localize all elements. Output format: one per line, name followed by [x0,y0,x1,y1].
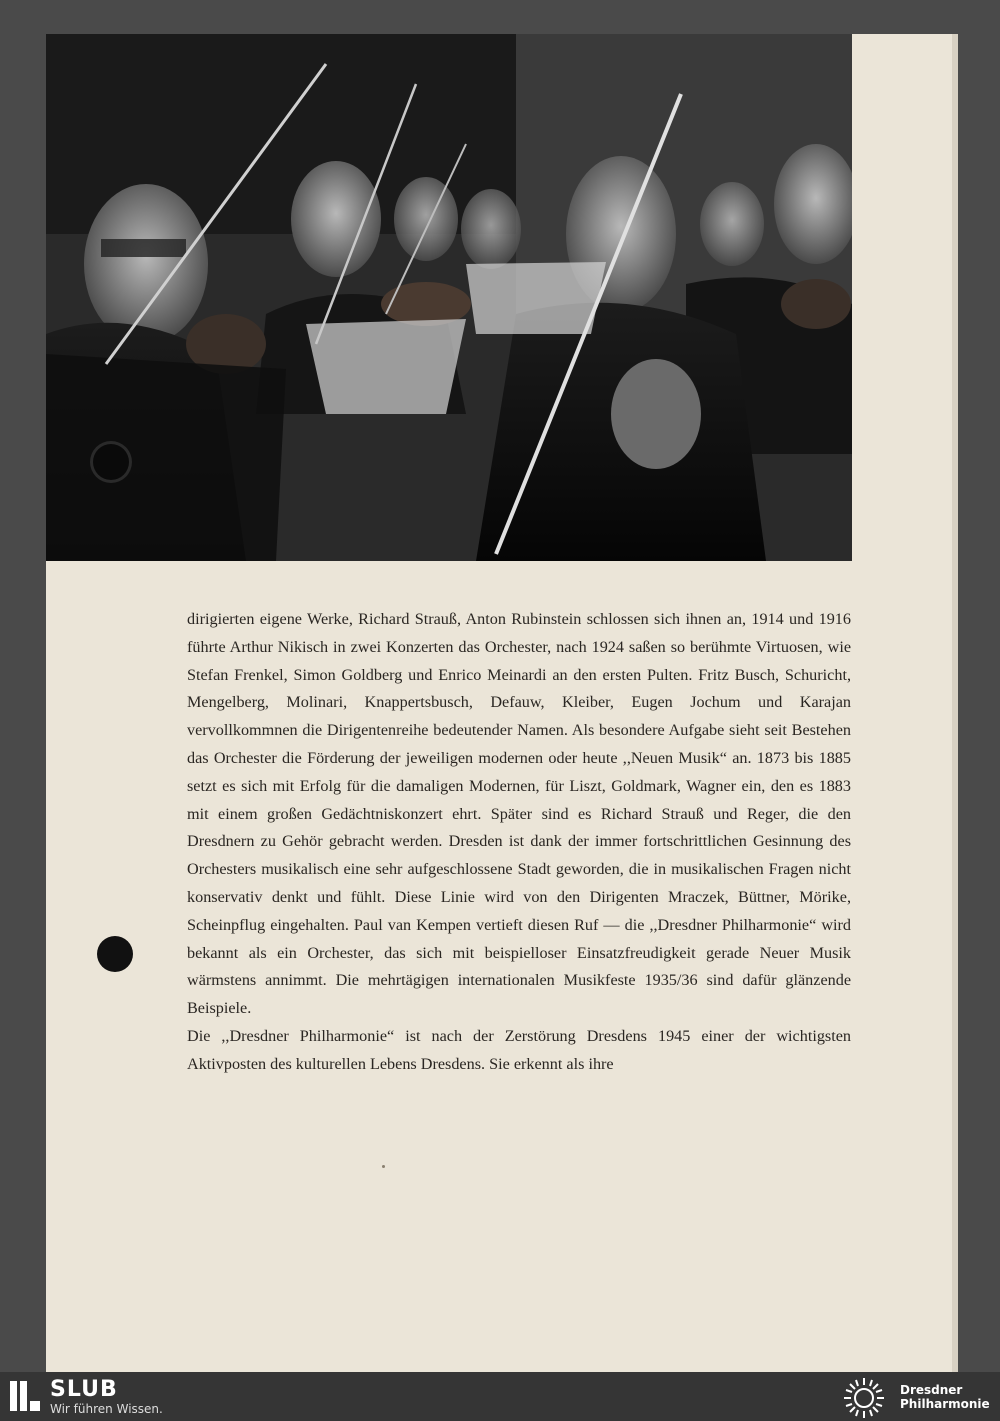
partner-name-line1: Dresdner [900,1383,963,1397]
slub-tagline: Wir führen Wissen. [50,1402,163,1416]
paper-speck [382,1165,385,1168]
dresdner-philharmonie-logo-icon[interactable] [842,1376,886,1420]
footer-bar [0,1372,1000,1421]
photo-orchestra-icon [46,34,852,561]
body-text [187,606,851,1079]
page-edge [952,34,958,1372]
partner-name[interactable] [900,1383,996,1411]
slub-logo-icon[interactable] [10,1379,40,1413]
paragraph: Die ,,Dresdner Philharmonie“ ist nach der Zerstörung Dresdens 1945 einer der wichtigsten Aktivposten des kulturellen Lebens Dresdens. Sie erkennt als ihre [187,1026,851,1073]
slub-name[interactable]: SLUB [50,1377,118,1402]
orchestra-photo [46,34,852,561]
punch-hole [93,444,129,480]
partner-name-line2: Philharmonie [900,1397,990,1411]
punch-hole [97,936,133,972]
paragraph: dirigierten eigene Werke, Richard Strauß, Anton Rubinstein schlossen sich ihnen an, 1914 und 1916 führte Arthur Nikisch in zwei Konzerten das Orchester, nach 1924 saßen so berühmte Virtuosen, wie Stefan Frenkel, Simon Goldberg und Enrico Meinardi an den ersten Pulten. Fritz Busch, Schuricht, Mengelberg, Molinari, Knappertsbusch, Defauw, Kleiber, Eugen Jochum und Karajan vervollkommnen die Dirigentenreihe bedeutender Namen. Als besondere Aufgabe sieht seit Bestehen das Orchester die Förderung der jeweiligen modernen oder heute ,,Neuen Musik“ an. 1873 bis 1885 setzt es sich mit Erfolg für die damaligen Modernen, für Liszt, Goldmark, Wagner ein, den es 1883 mit einem großen Gedächtniskonzert ehrt. Später sind es Richard Strauß und Reger, die den Dresdnern zu Gehör gebracht werden. Dresden ist dank der immer fortschrittlichen Gesinnung des Orchesters musikalisch eine sehr aufgeschlossene Stadt geworden, die in musikalischen Fragen nicht konservativ denkt und fühlt. Diese Linie wird von den Dirigenten Mraczek, Büttner, Mörike, Scheinpflug eingehalten. Paul van Kempen vertieft diesen Ruf — die ,,Dresdner Philharmonie“ wird bekannt als ein Orchester, das sich mit beispielloser Einsatzfreudigkeit gerade Neuer Musik wärmstens annimmt. Die mehrtägigen internationalen Musikfeste 1935/36 sind dafür glänzende Beispiele. [187,610,851,1018]
